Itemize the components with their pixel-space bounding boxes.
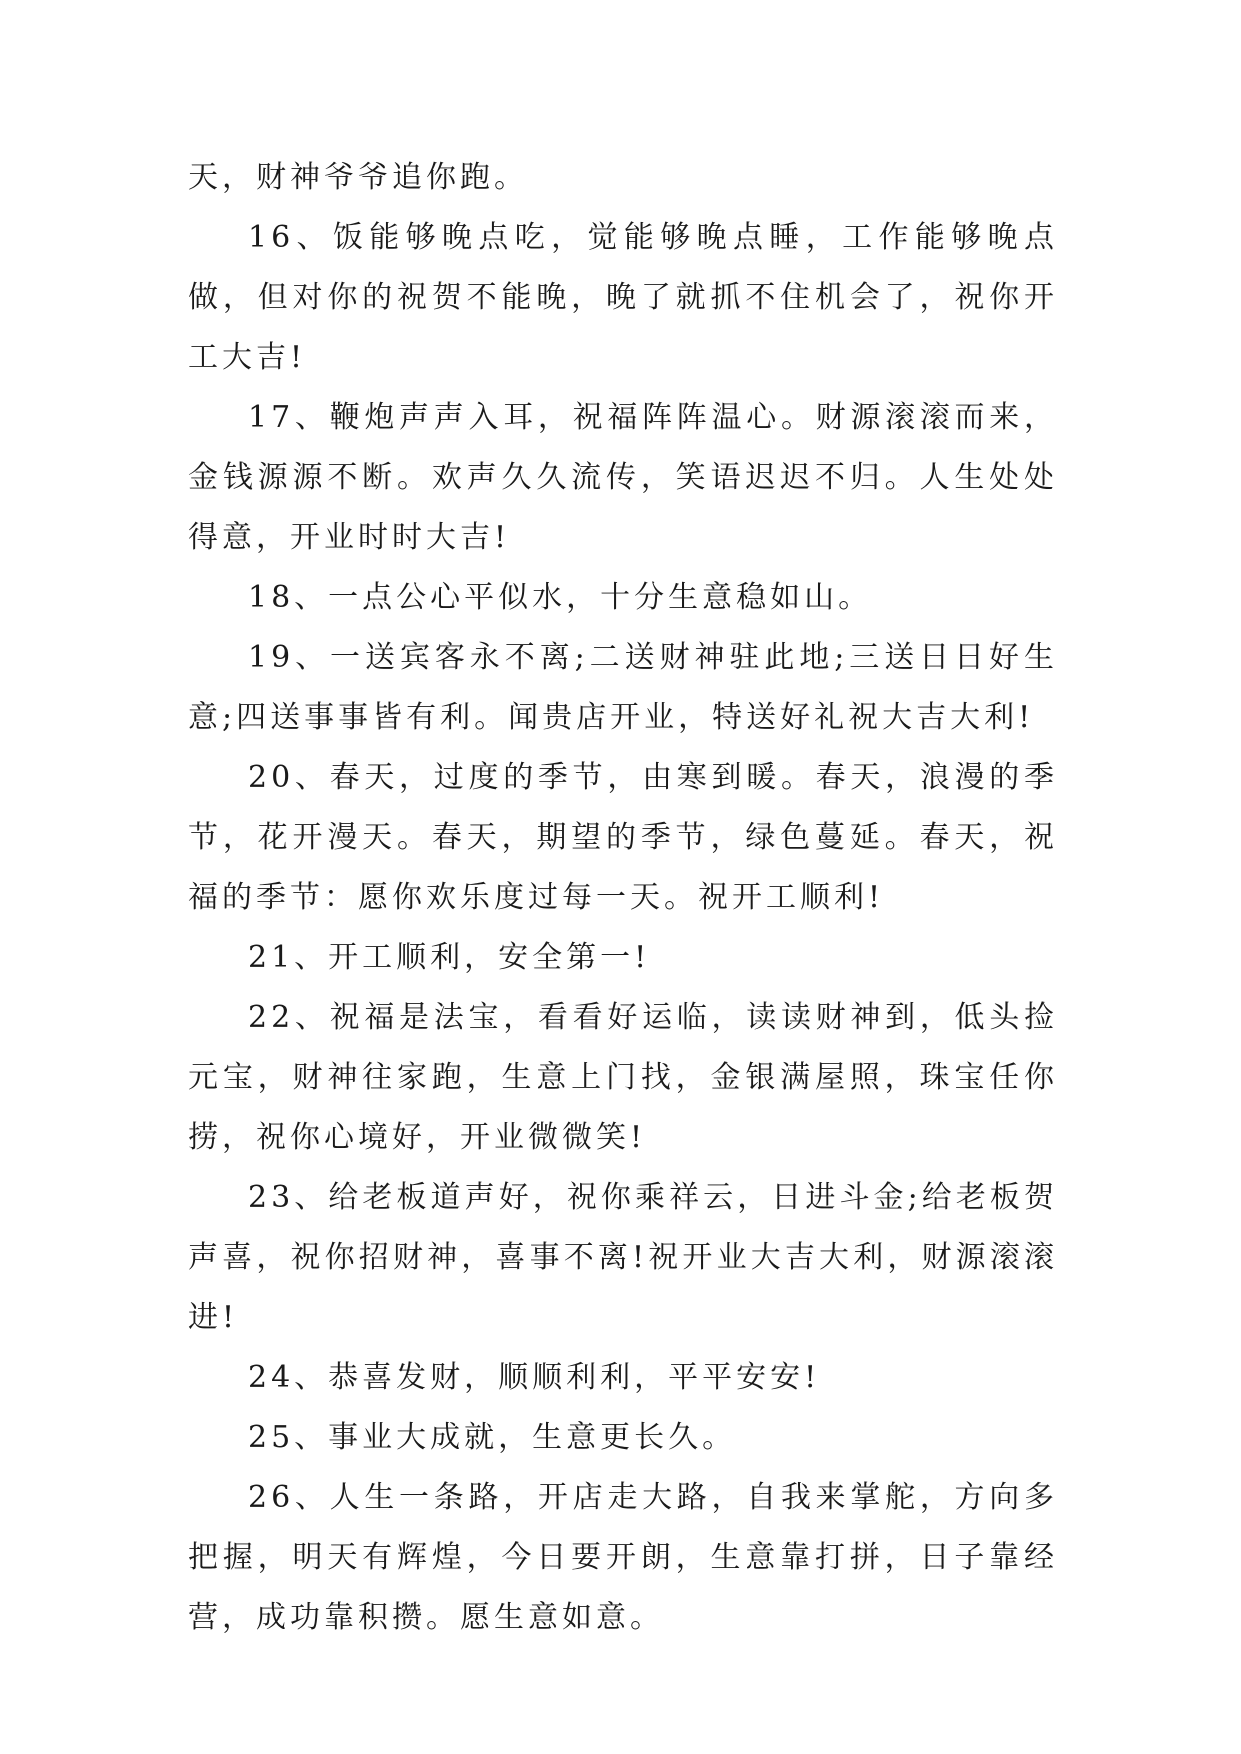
paragraph-19: 19、一送宾客永不离;二送财神驻此地;三送日日好生意;四送事事皆有利。闻贵店开业，特送好礼祝大吉大利! xyxy=(188,640,1058,735)
paragraph-24: 24、恭喜发财，顺顺利利，平平安安! xyxy=(248,1360,821,1395)
paragraph-15-continuation: 天，财神爷爷追你跑。 xyxy=(188,160,528,195)
document-body xyxy=(188,148,1058,1648)
paragraph-18: 18、一点公心平似水，十分生意稳如山。 xyxy=(248,580,873,615)
paragraph-20: 20、春天，过度的季节，由寒到暖。春天，浪漫的季节，花开漫天。春天，期望的季节，绿色蔓延。春天，祝福的季节：愿你欢乐度过每一天。祝开工顺利! xyxy=(188,760,1058,915)
paragraph-25: 25、事业大成就，生意更长久。 xyxy=(248,1420,737,1455)
paragraph-22: 22、祝福是法宝，看看好运临，读读财神到，低头捡元宝，财神往家跑，生意上门找，金银满屋照，珠宝任你捞，祝你心境好，开业微微笑! xyxy=(188,1000,1058,1155)
paragraph-17: 17、鞭炮声声入耳，祝福阵阵温心。财源滚滚而来，金钱源源不断。欢声久久流传，笑语迟迟不归。人生处处得意，开业时时大吉! xyxy=(188,400,1058,555)
paragraph-26: 26、人生一条路，开店走大路，自我来掌舵，方向多把握，明天有辉煌，今日要开朗，生意靠打拼，日子靠经营，成功靠积攒。愿生意如意。 xyxy=(188,1480,1058,1635)
paragraph-23: 23、给老板道声好，祝你乘祥云，日进斗金;给老板贺声喜，祝你招财神，喜事不离!祝开业大吉大利，财源滚滚进! xyxy=(188,1180,1058,1335)
paragraph-16: 16、饭能够晚点吃，觉能够晚点睡，工作能够晚点做，但对你的祝贺不能晚，晚了就抓不住机会了，祝你开工大吉! xyxy=(188,220,1058,375)
paragraph-21: 21、开工顺利，安全第一! xyxy=(248,940,651,975)
